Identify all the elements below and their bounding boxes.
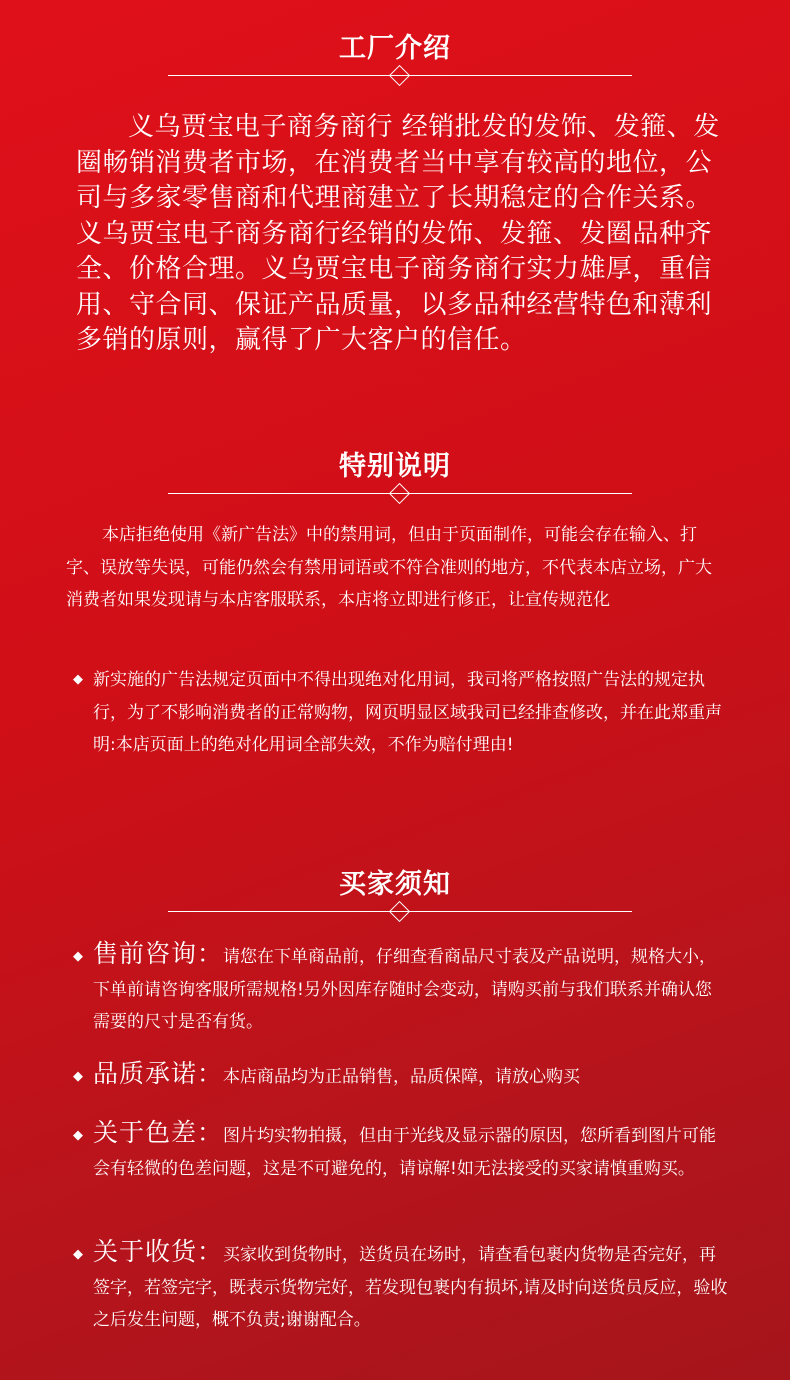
special-bullet-text: 新实施的广告法规定页面中不得出现绝对化用词，我司将严格按照广告法的规定执行，为了不影响消费者的正常购物，网页明显区域我司已经排查修改，并在此郑重声明:本店页面上的绝对化用词全部失效，不作为赔付理由! xyxy=(93,670,722,755)
factory-intro-text: 义乌贾宝电子商务商行 经销批发的发饰、发箍、发圈畅销消费者市场，在消费者当中享有较高的地位，公司与多家零售商和代理商建立了长期稳定的合作关系。义乌贾宝电子商务商行经销的发饰、发箍、发圈品种齐全、价格合理。义乌贾宝电子商务商行实力雄厚，重信用、守合同、保证产品质量，以多品种经营特色和薄利多销的原则，赢得了广大客户的信任。 xyxy=(76,112,720,355)
buyer-title: 买家须知 xyxy=(339,869,451,900)
bullet-diamond-icon: ◆ xyxy=(73,1069,83,1084)
factory-title: 工厂介绍 xyxy=(339,33,451,64)
buyer-item-head: 关于收货： xyxy=(93,1237,224,1266)
bullet-diamond-icon: ◆ xyxy=(73,1128,83,1143)
buyer-item-receipt xyxy=(68,1236,728,1337)
buyer-item-head: 关于色差： xyxy=(93,1118,224,1147)
diamond-icon xyxy=(389,65,410,86)
buyer-item-head: 品质承诺： xyxy=(93,1059,224,1088)
diamond-icon xyxy=(389,901,410,922)
buyer-item-body: 本店商品均为正品销售，品质保障，请放心购买 xyxy=(223,1067,581,1087)
factory-divider xyxy=(168,66,632,86)
special-bullet xyxy=(68,664,728,762)
bullet-diamond-icon: ◆ xyxy=(73,1247,83,1262)
bullet-diamond-icon: ◆ xyxy=(73,672,83,687)
buyer-item-quality xyxy=(68,1058,728,1094)
special-notice-text: 本店拒绝使用《新广告法》中的禁用词，但由于页面制作，可能会存在输入、打字、误放等失误，可能仍然会有禁用词语或不符合准则的地方，不代表本店立场，广大消费者如果发现请与本店客服联系，本店将立即进行修正，让宣传规范化 xyxy=(66,525,712,610)
buyer-divider xyxy=(168,902,632,922)
buyer-item-body: 图片均实物拍摄，但由于光线及显示器的原因，您所看到图片可能会有轻微的色差问题，这是不可避免的，请谅解!如无法接受的买家请慎重购买。 xyxy=(93,1126,717,1179)
buyer-item-head: 售前咨询： xyxy=(93,939,224,968)
bullet-diamond-icon: ◆ xyxy=(73,949,83,964)
buyer-item-color xyxy=(68,1117,728,1185)
diamond-icon xyxy=(389,483,410,504)
buyer-item-presale xyxy=(68,938,728,1039)
buyer-item-body: 买家收到货物时，送货员在场时，请查看包裹内货物是否完好，再签字，若签完字，既表示货物完好，若发现包裹内有损坏,请及时向送货员反应，验收之后发生问题，概不负责;谢谢配合。 xyxy=(93,1245,728,1330)
special-divider xyxy=(168,484,632,504)
buyer-item-body: 请您在下单商品前，仔细查看商品尺寸表及产品说明，规格大小，下单前请咨询客服所需规格!另外因库存随时会变动，请购买前与我们联系并确认您需要的尺寸是否有货。 xyxy=(93,947,717,1032)
special-title: 特别说明 xyxy=(339,451,451,482)
